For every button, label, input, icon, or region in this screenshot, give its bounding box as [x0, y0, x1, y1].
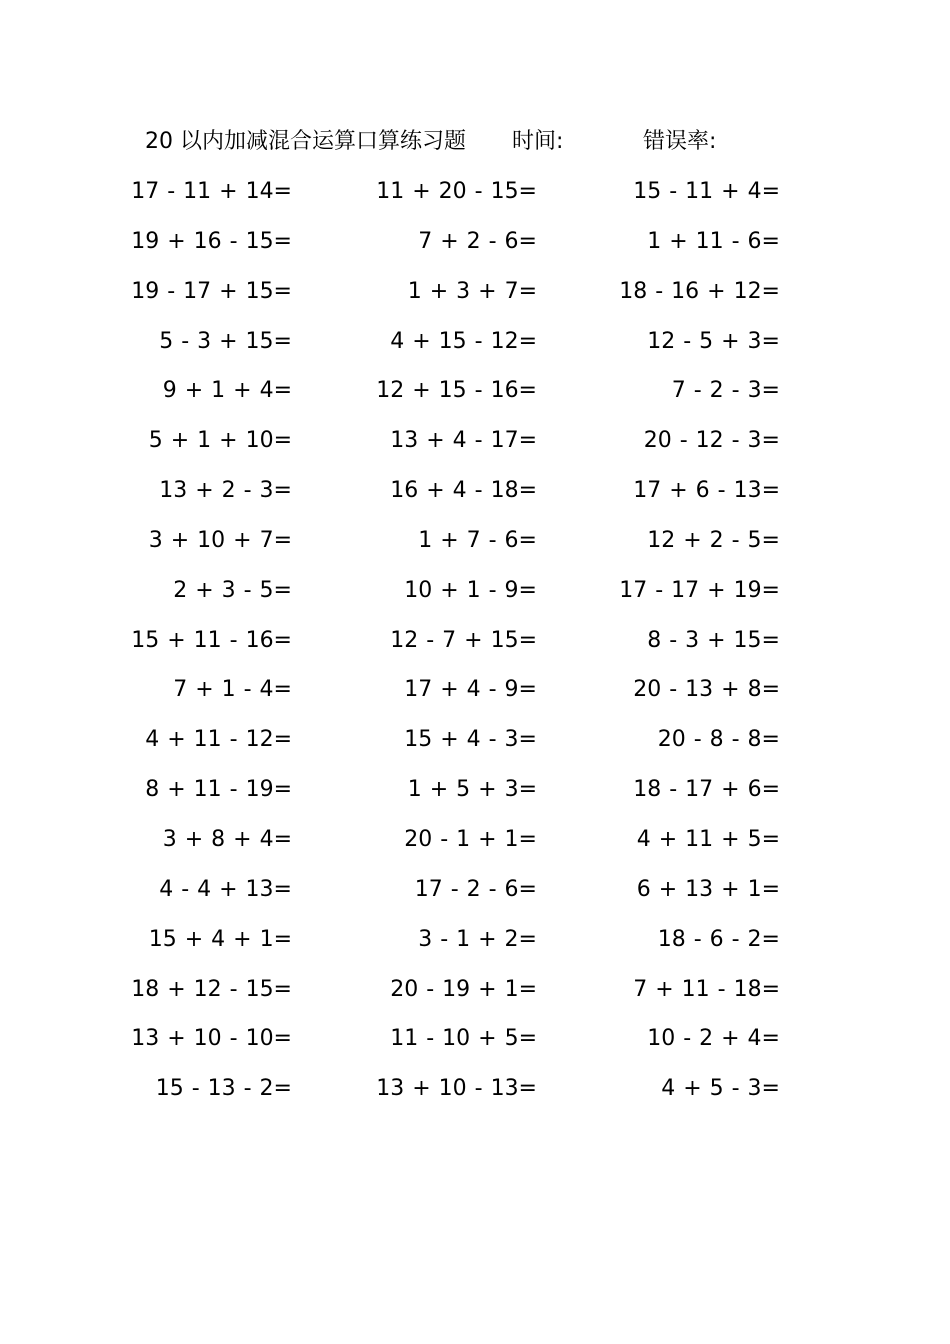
- math-problem: 20 - 1 + 1=: [404, 826, 537, 852]
- math-problem: 1 + 7 - 6=: [418, 527, 537, 553]
- problem-row: [0, 970, 950, 1020]
- problem-row: [0, 222, 950, 272]
- problem-row: [0, 720, 950, 770]
- problem-row: [0, 1069, 950, 1119]
- math-problem: 6 + 13 + 1=: [636, 876, 780, 902]
- math-problem: 13 + 2 - 3=: [159, 478, 292, 504]
- math-problem: 1 + 11 - 6=: [647, 228, 780, 254]
- math-problem: 18 - 6 - 2=: [657, 926, 780, 952]
- math-problem: 10 + 1 - 9=: [404, 577, 537, 603]
- math-problem: 3 + 8 + 4=: [162, 826, 292, 852]
- math-problem: 4 + 11 - 12=: [145, 727, 292, 753]
- worksheet-title: 20 以内加减混合运算口算练习题: [145, 129, 466, 154]
- math-problem: 12 - 7 + 15=: [390, 627, 537, 653]
- problem-row: [0, 471, 950, 521]
- math-problem: 11 - 10 + 5=: [390, 1026, 537, 1052]
- math-problem: 3 + 10 + 7=: [148, 527, 292, 553]
- math-problem: 2 + 3 - 5=: [173, 577, 292, 603]
- math-problem: 4 + 11 + 5=: [636, 826, 780, 852]
- math-problem: 10 - 2 + 4=: [647, 1026, 780, 1052]
- math-problem: 13 + 10 - 13=: [376, 1076, 537, 1102]
- problem-row: [0, 621, 950, 671]
- problem-row: [0, 770, 950, 820]
- math-problem: 4 - 4 + 13=: [159, 876, 292, 902]
- math-problem: 20 - 8 - 8=: [657, 727, 780, 753]
- math-problem: 12 - 5 + 3=: [647, 328, 780, 354]
- problem-row: [0, 272, 950, 322]
- math-problem: 15 - 11 + 4=: [633, 179, 780, 204]
- math-problem: 17 - 11 + 14=: [131, 179, 292, 204]
- math-problem: 15 + 11 - 16=: [131, 627, 292, 653]
- math-problem: 12 + 2 - 5=: [647, 527, 780, 553]
- math-problem: 7 - 2 - 3=: [671, 378, 780, 404]
- math-problem: 3 - 1 + 2=: [418, 926, 537, 952]
- problem-row: [0, 371, 950, 421]
- math-problem: 18 - 17 + 6=: [633, 777, 780, 803]
- math-problem: 19 + 16 - 15=: [131, 228, 292, 254]
- problem-row: [0, 322, 950, 372]
- math-problem: 15 - 13 - 2=: [155, 1076, 292, 1102]
- problem-row: [0, 820, 950, 870]
- problem-row: [0, 870, 950, 920]
- math-problem: 20 - 12 - 3=: [643, 428, 780, 454]
- math-problem: 4 + 5 - 3=: [661, 1076, 780, 1102]
- math-problem: 13 + 10 - 10=: [131, 1026, 292, 1052]
- time-label: 时间:: [512, 129, 564, 154]
- math-problem: 1 + 3 + 7=: [407, 278, 537, 304]
- problem-row: [0, 670, 950, 720]
- math-problem: 19 - 17 + 15=: [131, 278, 292, 304]
- math-problem: 20 - 19 + 1=: [390, 976, 537, 1002]
- math-problem: 7 + 2 - 6=: [418, 228, 537, 254]
- math-problem: 7 + 1 - 4=: [173, 677, 292, 703]
- math-problem: 9 + 1 + 4=: [162, 378, 292, 404]
- math-problem: 15 + 4 - 3=: [404, 727, 537, 753]
- math-problem: 5 - 3 + 15=: [159, 328, 292, 354]
- math-problem: 13 + 4 - 17=: [390, 428, 537, 454]
- math-problem: 17 - 2 - 6=: [414, 876, 537, 902]
- problem-row: [0, 920, 950, 970]
- math-problem: 1 + 5 + 3=: [407, 777, 537, 803]
- math-problem: 17 - 17 + 19=: [619, 577, 780, 603]
- math-problem: 12 + 15 - 16=: [376, 378, 537, 404]
- math-problem: 8 + 11 - 19=: [145, 777, 292, 803]
- problem-row: [0, 571, 950, 621]
- problem-row: [0, 421, 950, 471]
- math-problem: 17 + 6 - 13=: [633, 478, 780, 504]
- math-problem: 4 + 15 - 12=: [390, 328, 537, 354]
- math-problem: 11 + 20 - 15=: [376, 179, 537, 204]
- problem-grid: [0, 172, 950, 1119]
- math-problem: 5 + 1 + 10=: [148, 428, 292, 454]
- math-problem: 7 + 11 - 18=: [633, 976, 780, 1002]
- math-problem: 8 - 3 + 15=: [647, 627, 780, 653]
- error-rate-label: 错误率:: [643, 129, 717, 154]
- math-problem: 18 - 16 + 12=: [619, 278, 780, 304]
- problem-row: [0, 1019, 950, 1069]
- math-problem: 18 + 12 - 15=: [131, 976, 292, 1002]
- problem-row: [0, 172, 950, 222]
- problem-row: [0, 521, 950, 571]
- math-problem: 16 + 4 - 18=: [390, 478, 537, 504]
- math-problem: 17 + 4 - 9=: [404, 677, 537, 703]
- math-problem: 15 + 4 + 1=: [148, 926, 292, 952]
- math-problem: 20 - 13 + 8=: [633, 677, 780, 703]
